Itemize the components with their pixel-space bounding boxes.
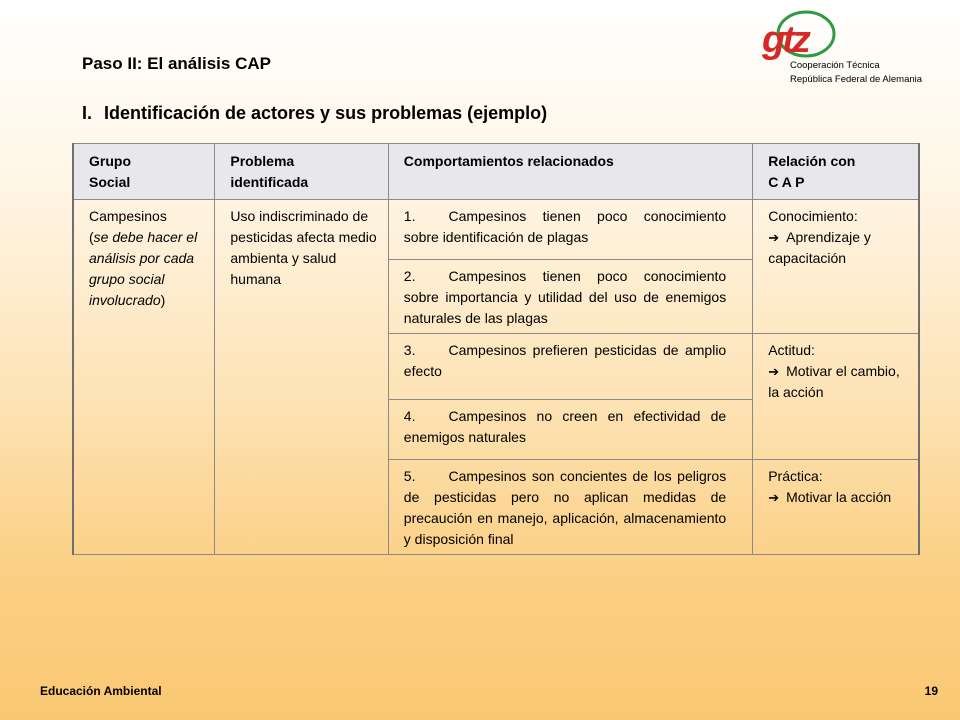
header-problem-line1: Problema	[230, 153, 295, 169]
behavior-text: Campesinos prefieren pesticidas de amplio efecto	[403, 342, 727, 379]
gtz-logo	[758, 8, 838, 63]
behavior-cell	[388, 334, 752, 400]
svg-text:gtz: gtz	[762, 19, 808, 61]
group-paren-close: )	[160, 292, 166, 308]
behavior-cell	[388, 400, 752, 460]
arrow-right-icon: ➔	[768, 364, 780, 379]
behavior-number: 4.	[403, 408, 416, 424]
behavior-number: 2.	[403, 268, 416, 284]
behavior-text: Campesinos tienen poco conocimiento sobre identificación de plagas	[403, 208, 727, 245]
header-group-line2: Social	[89, 174, 131, 190]
relation-label: Práctica:	[768, 468, 823, 484]
behavior-number: 1.	[403, 208, 416, 224]
behavior-cell	[388, 460, 752, 555]
behavior-text: Campesinos tienen poco conocimiento sobre importancia y utilidad del uso de enemigos naturales de las plagas	[403, 268, 727, 326]
header-group-line1: Grupo	[89, 153, 131, 169]
relation-text: Aprendizaje y capacitación	[768, 229, 871, 266]
behavior-number: 3.	[403, 342, 416, 358]
behavior-cell	[388, 260, 752, 334]
behavior-number: 5.	[403, 468, 416, 484]
header-relation-line2: C A P	[768, 174, 805, 190]
group-cell	[73, 200, 215, 555]
behavior-text: Campesinos son concientes de los peligros de pesticidas pero no aplican medidas de precaución en manejo, aplicación, almacenamiento y disposición final	[403, 468, 727, 547]
arrow-right-icon: ➔	[768, 230, 780, 245]
group-note: se debe hacer el análisis por cada grupo social involucrado	[89, 229, 198, 308]
relation-text: Motivar la acción	[786, 489, 892, 505]
behavior-cell	[388, 200, 752, 260]
footer-course: Educación Ambiental	[40, 684, 162, 698]
header-problem	[215, 144, 388, 200]
logo-caption-line2: República Federal de Alemania	[790, 74, 923, 85]
relation-cell	[753, 334, 919, 460]
header-group	[73, 144, 215, 200]
slide-title: Paso II: El análisis CAP	[82, 54, 271, 73]
relation-text: Motivar el cambio, la acción	[768, 363, 900, 400]
relation-label: Actitud:	[768, 342, 815, 358]
header-problem-line2: identificada	[230, 174, 309, 190]
subtitle-number: I.	[82, 103, 93, 123]
logo-caption	[790, 59, 922, 87]
cap-analysis-table	[72, 143, 920, 555]
problem-cell: Uso indiscriminado de pesticidas afecta medio ambienta y salud humana	[215, 200, 388, 555]
header-relation	[753, 144, 919, 200]
page-number: 19	[924, 684, 938, 698]
header-relation-line1: Relación con	[768, 153, 856, 169]
logo-caption-line1: Cooperación Técnica	[790, 60, 880, 71]
relation-cell	[753, 460, 919, 555]
table-row	[73, 200, 919, 260]
slide-subtitle	[82, 103, 547, 124]
relation-cell	[753, 200, 919, 334]
group-paren-open: (	[89, 229, 94, 245]
behavior-text: Campesinos no creen en efectividad de enemigos naturales	[403, 408, 727, 445]
group-name: Campesinos	[89, 208, 167, 224]
relation-label: Conocimiento:	[768, 208, 858, 224]
table-header-row	[73, 144, 919, 200]
subtitle-text: Identificación de actores y sus problemas (ejemplo)	[104, 103, 548, 123]
header-behaviors: Comportamientos relacionados	[388, 144, 752, 200]
arrow-right-icon: ➔	[768, 490, 780, 505]
